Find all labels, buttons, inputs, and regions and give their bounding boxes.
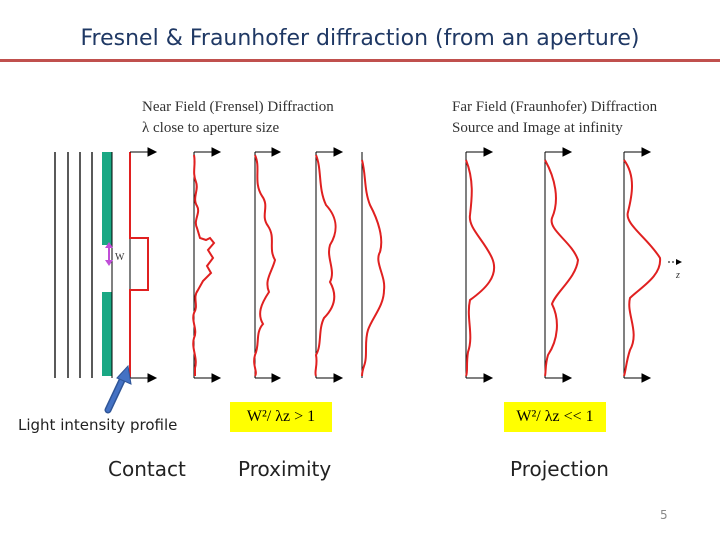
mask-upper-block: [102, 152, 112, 245]
far-field-profile-1: [466, 152, 494, 378]
z-axis-label: z: [676, 270, 680, 281]
page-number: 5: [660, 508, 668, 522]
contact-profile: [130, 152, 148, 378]
far-field-profile-2: [545, 152, 578, 378]
near-field-subtitle: λ close to aperture size: [142, 120, 280, 136]
near-field-profile-4: [362, 152, 384, 378]
far-field-heading: [452, 97, 657, 139]
aperture-width-label: W: [115, 252, 125, 263]
near-field-profile-1: [193, 152, 214, 378]
far-field-subtitle: Source and Image at infinity: [452, 120, 623, 136]
near-field-formula: W²/ λz > 1: [230, 402, 332, 432]
near-field-title: Near Field (Frensel) Diffraction: [142, 99, 334, 115]
far-field-profile-3: [624, 152, 660, 378]
incident-wave-lines: [55, 152, 92, 378]
aperture-mask: [102, 152, 112, 378]
near-field-profile-3: [315, 152, 335, 378]
near-field-heading: [142, 97, 334, 139]
near-field-profile-2: [254, 152, 275, 378]
intensity-profile-label: Light intensity profile: [18, 416, 178, 434]
regime-projection: Projection: [510, 457, 609, 481]
far-field-title: Far Field (Fraunhofer) Diffraction: [452, 99, 658, 115]
z-axis-indicator: [668, 259, 682, 265]
slide-title: Fresnel & Fraunhofer diffraction (from an aperture): [80, 26, 640, 51]
regime-contact: Contact: [108, 457, 186, 481]
far-field-formula: W²/ λz << 1: [504, 402, 606, 432]
regime-proximity: Proximity: [238, 457, 332, 481]
mask-lower-block: [102, 292, 112, 376]
